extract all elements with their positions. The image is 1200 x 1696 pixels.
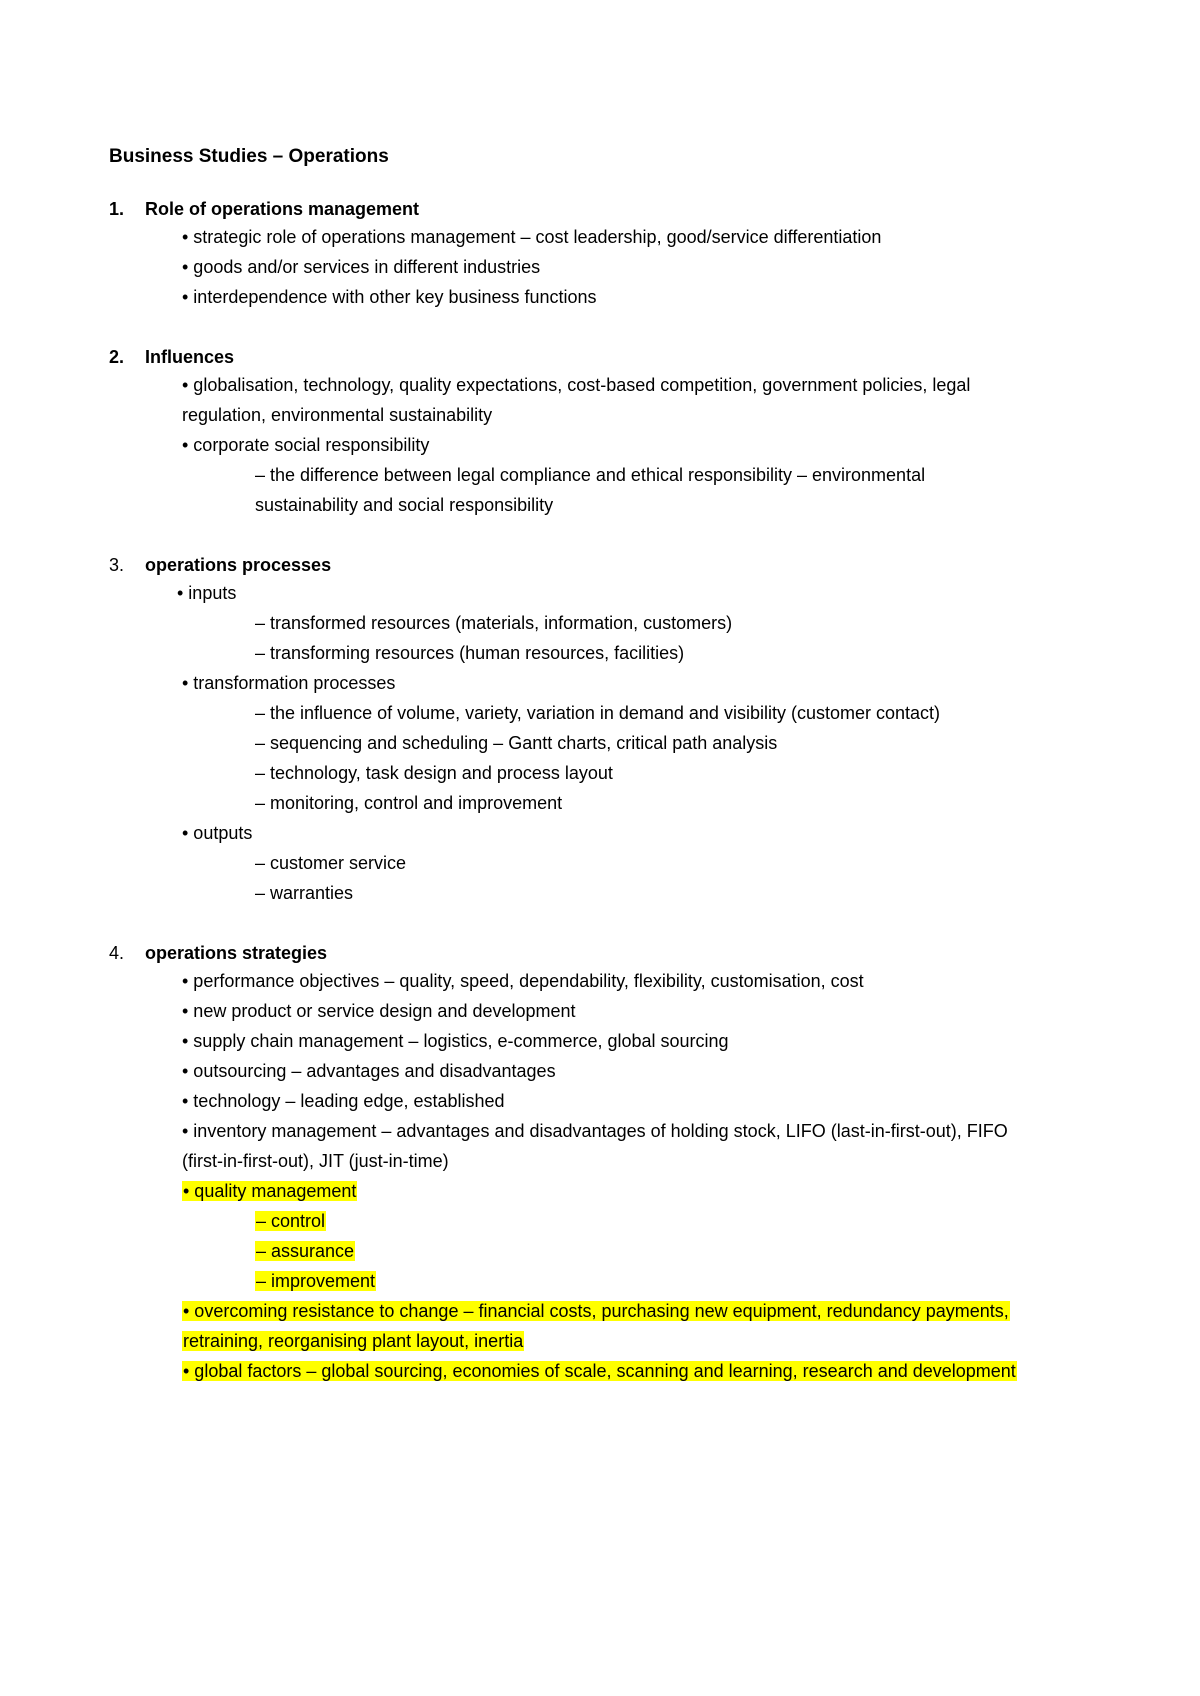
section-3-dash-2: – transforming resources (human resources, facilities) [255,643,685,663]
section-4-bullet-quality [182,1180,357,1202]
section-3-bullet-transformation: • transformation processes [182,673,396,693]
highlighted-text: – control [256,1211,326,1231]
section-3-dash-5: – technology, task design and process layout [255,763,613,783]
section-4-bullet-1: • performance objectives – quality, speed, dependability, flexibility, customisation, cost [182,971,864,991]
section-4-bullet-resistance-cont [182,1330,524,1352]
section-3-dash-8: – warranties [255,883,354,903]
section-3-number: 3. [109,555,125,575]
highlighted-text: • overcoming resistance to change – financial costs, purchasing new equipment, redundancy payments, [183,1301,1009,1321]
section-2-dash-1-cont: sustainability and social responsibility [255,495,554,515]
highlighted-text: • quality management [183,1181,357,1201]
section-4-dash-improvement [255,1270,376,1292]
section-4-dash-assurance [255,1240,355,1262]
section-4-bullet-6: • inventory management – advantages and disadvantages of holding stock, LIFO (last-in-first-out), FIFO [182,1121,1008,1141]
section-2-bullet-2: • corporate social responsibility [182,435,430,455]
section-3-bullet-inputs: • inputs [177,583,237,603]
section-4-title: operations strategies [145,943,328,963]
highlighted-text: – improvement [256,1271,376,1291]
section-4-bullet-3: • supply chain management – logistics, e-commerce, global sourcing [182,1031,729,1051]
section-1-title: Role of operations management [145,199,420,219]
section-1-bullet-3: • interdependence with other key business functions [182,287,597,307]
section-3-dash-7: – customer service [255,853,407,873]
section-4-dash-control [255,1210,326,1232]
section-3-title: operations processes [145,555,332,575]
section-3-dash-1: – transformed resources (materials, information, customers) [255,613,733,633]
section-2-bullet-1: • globalisation, technology, quality expectations, cost-based competition, government policies, legal [182,375,971,395]
highlighted-text: • global factors – global sourcing, economies of scale, scanning and learning, research and development [183,1361,1016,1381]
section-2-title: Influences [145,347,235,367]
section-3-dash-6: – monitoring, control and improvement [255,793,563,813]
section-2-dash-1: – the difference between legal compliance and ethical responsibility – environmental [255,465,926,485]
highlighted-text: retraining, reorganising plant layout, inertia [183,1331,524,1351]
section-1-bullet-2: • goods and/or services in different industries [182,257,541,277]
section-4-bullet-resistance [182,1300,1010,1322]
document-title: Business Studies – Operations [109,146,389,167]
section-4-bullet-2: • new product or service design and development [182,1001,576,1021]
section-4-bullet-4: • outsourcing – advantages and disadvantages [182,1061,556,1081]
section-3-bullet-outputs: • outputs [182,823,253,843]
section-3-dash-4: – sequencing and scheduling – Gantt charts, critical path analysis [255,733,778,753]
section-1-bullet-1: • strategic role of operations management – cost leadership, good/service differentiation [182,227,882,247]
section-4-bullet-6-cont: (first-in-first-out), JIT (just-in-time) [182,1151,449,1171]
section-2-bullet-1-cont: regulation, environmental sustainability [182,405,493,425]
section-1-number: 1. [109,199,125,219]
section-2-number: 2. [109,347,125,367]
section-4-bullet-global [182,1360,1017,1382]
section-4-number: 4. [109,943,125,963]
highlighted-text: – assurance [256,1241,355,1261]
section-4-bullet-5: • technology – leading edge, established [182,1091,505,1111]
section-3-dash-3: – the influence of volume, variety, variation in demand and visibility (customer contact) [255,703,940,723]
